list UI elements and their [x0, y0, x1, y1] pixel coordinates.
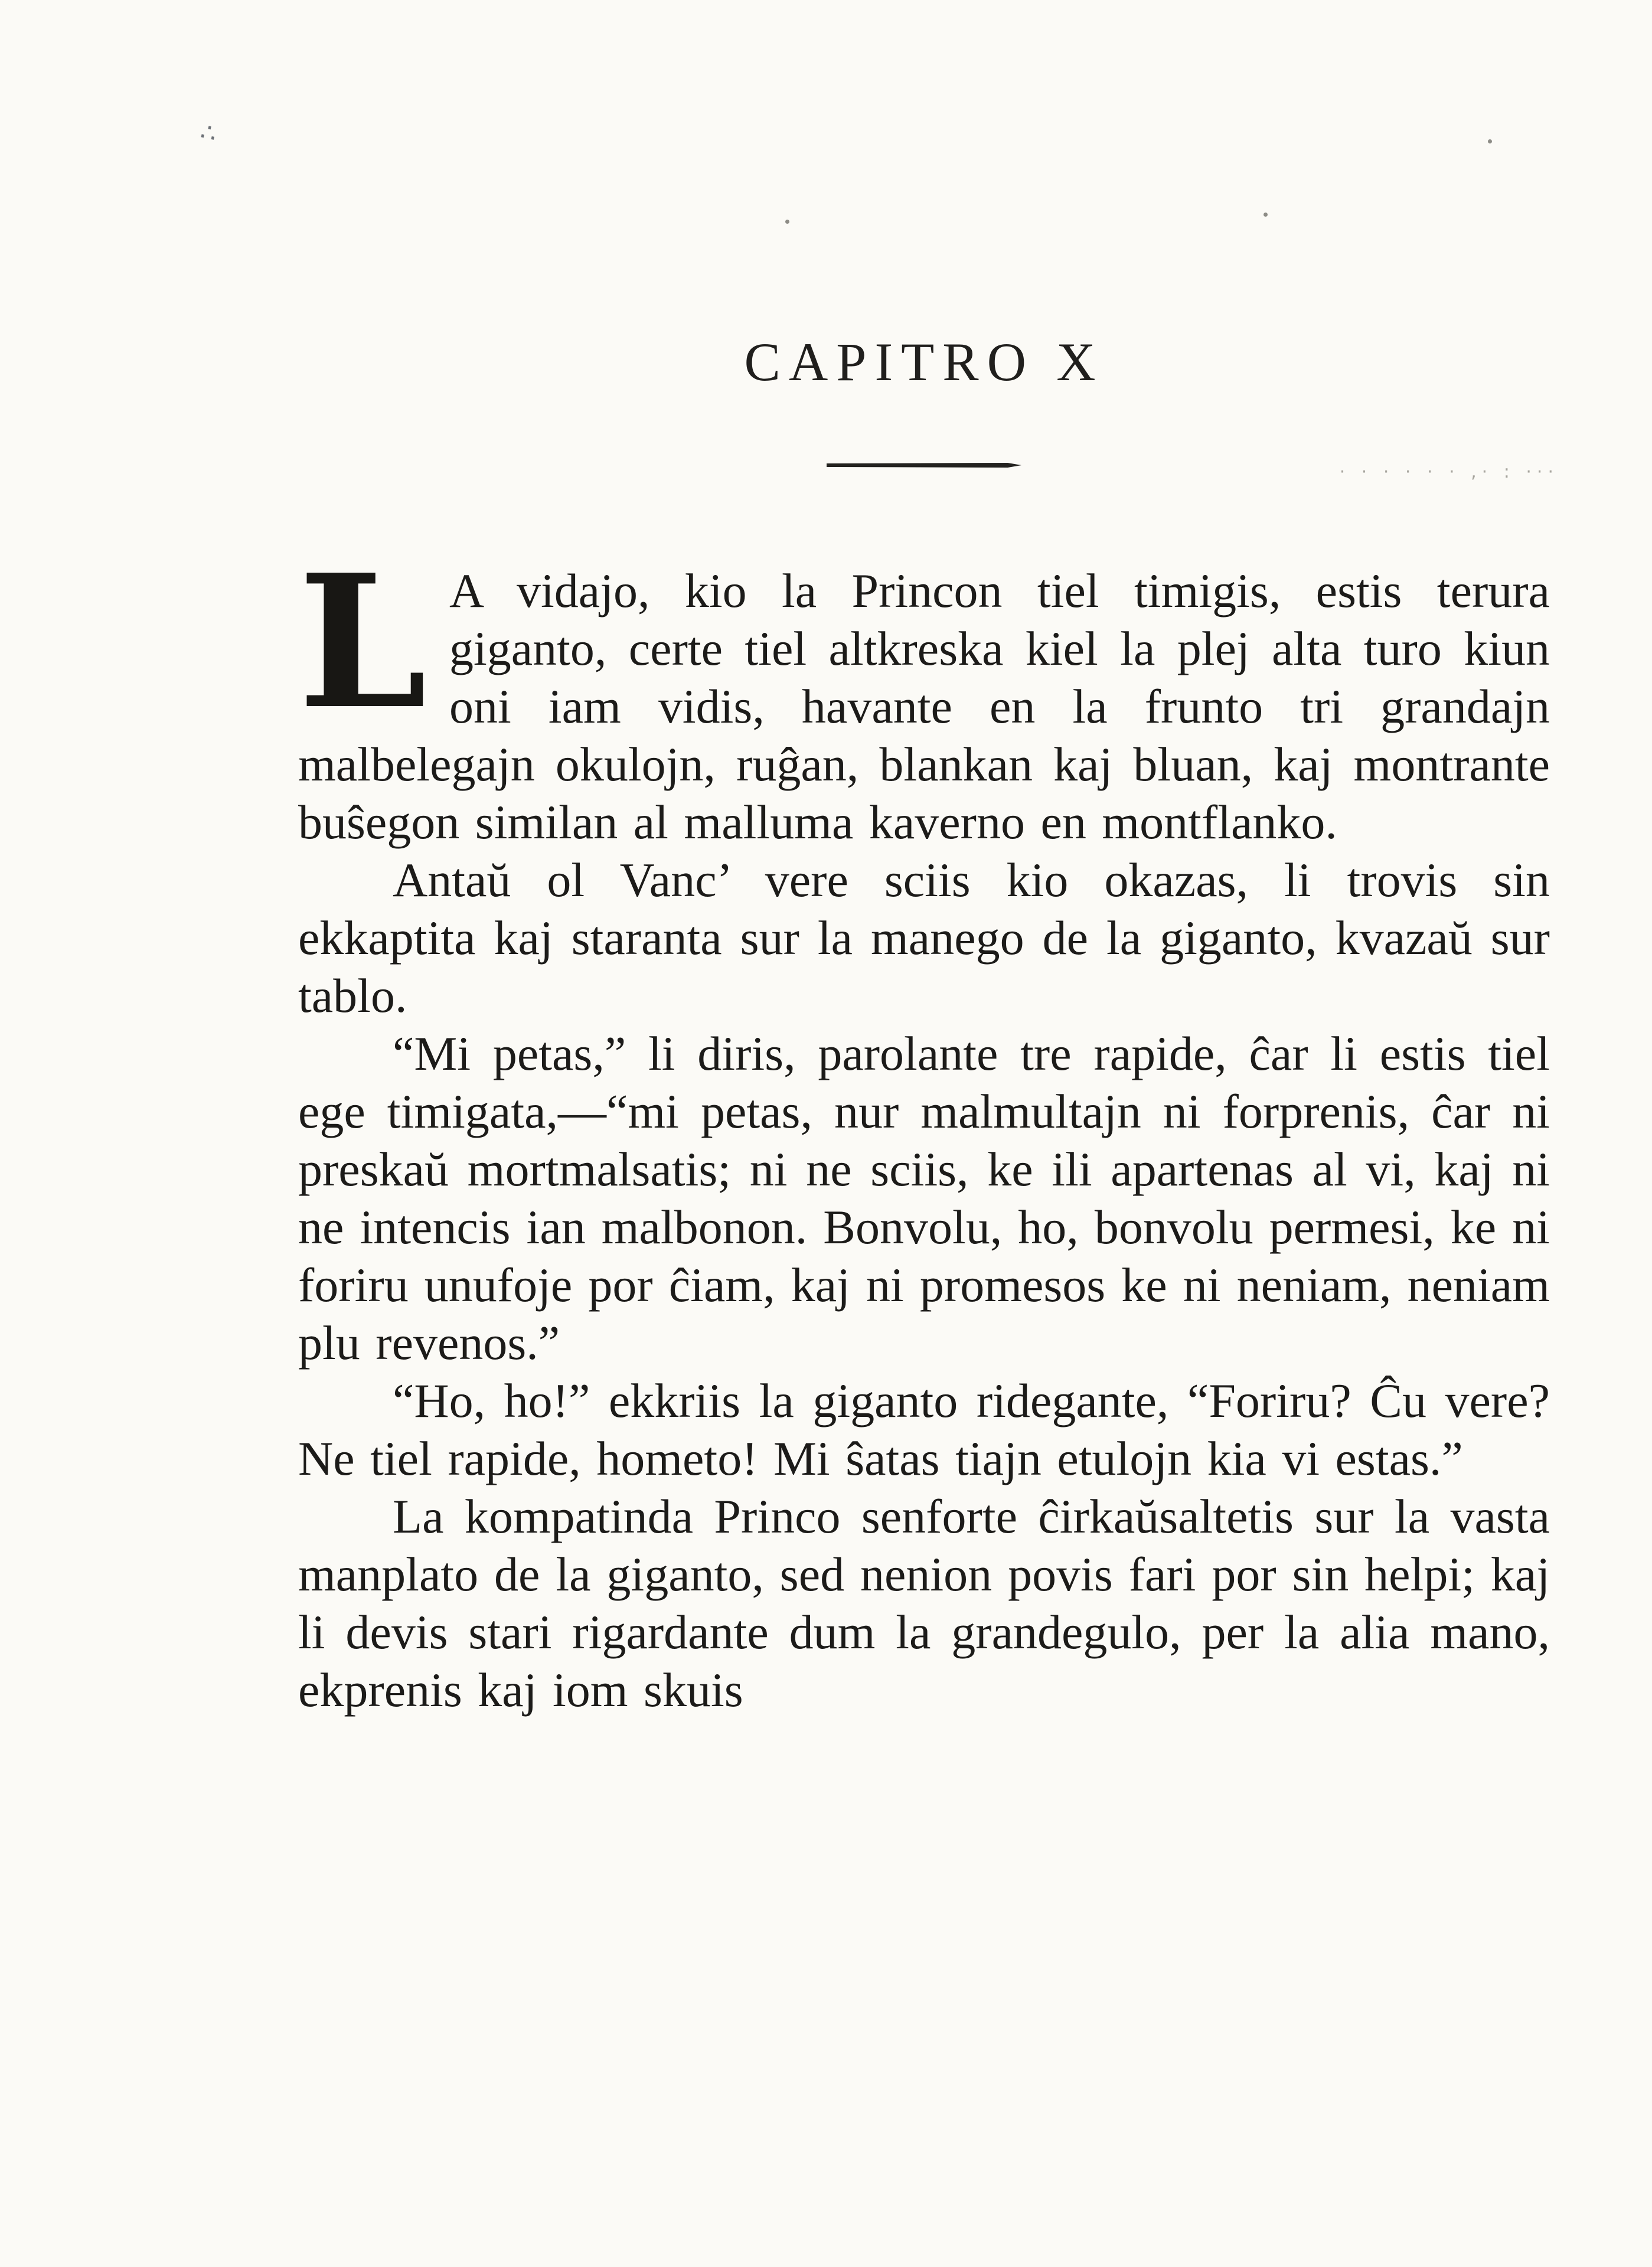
chapter-title: CAPITRO X: [744, 332, 1104, 392]
paragraph-3: “Mi petas,” li diris, parolante tre rapide, ĉar li estis tiel ege timigata,—“mi petas, nur malmultajn ni forprenis, ĉar ni preskaŭ mortmalsatis; ni ne sciis, ke ili apartenas al vi, kaj ni ne intencis ian malbonon. Bonvolu, ho, bonvolu permesi, ke ni foriru unufoje por ĉiam, kaj ni promesos ke ni neniam, neniam plu revenos.”: [298, 1027, 1550, 1370]
paragraph-4: “Ho, ho!” ekkriis la giganto ridegante, “Foriru? Ĉu vere? Ne tiel rapide, hometo! Mi ŝatas tiajn etulojn kia vi estas.”: [298, 1374, 1550, 1485]
scan-noise-line: · · · · · · ,· : ···: [1339, 462, 1559, 482]
paragraph-2: Antaŭ ol Vanc’ vere sciis kio okazas, li trovis sin ekkaptita kaj staranta sur la manego de la giganto, kvazaŭ sur tablo.: [298, 853, 1550, 1023]
paragraph-1: [298, 535, 1550, 851]
scan-speck-top-left: ∴: [198, 116, 220, 149]
text-block: [298, 331, 1550, 1719]
chapter-body: [298, 535, 1550, 1719]
scan-dot: [1264, 213, 1268, 217]
paragraph-5: La kompatinda Princo senforte ĉirkaŭsaltetis sur la vasta manplato de la giganto, sed nenion povis fari por sin helpi; kaj li devis stari rigardante dum la grandegulo, per la alia mano, ekprenis kaj iom skuis: [298, 1489, 1550, 1717]
ink-blob-bottom-left: [93, 2115, 113, 2129]
paragraph-1-text: A vidajo, kio la Princon tiel timigis, estis terura giganto, certe tiel altkreska kiel la plej alta turo kiun oni iam vidis, havante en la frunto tri grandajn malbelegajn okulojn, ruĝan, blankan kaj bluan, kaj montrante buŝegon similan al malluma kaverno en montflanko.: [298, 564, 1550, 849]
drop-cap-letter: L: [298, 535, 427, 750]
chapter-divider-rule: [827, 463, 1021, 468]
scan-dot: [785, 220, 789, 224]
scan-dot: [1488, 139, 1492, 143]
